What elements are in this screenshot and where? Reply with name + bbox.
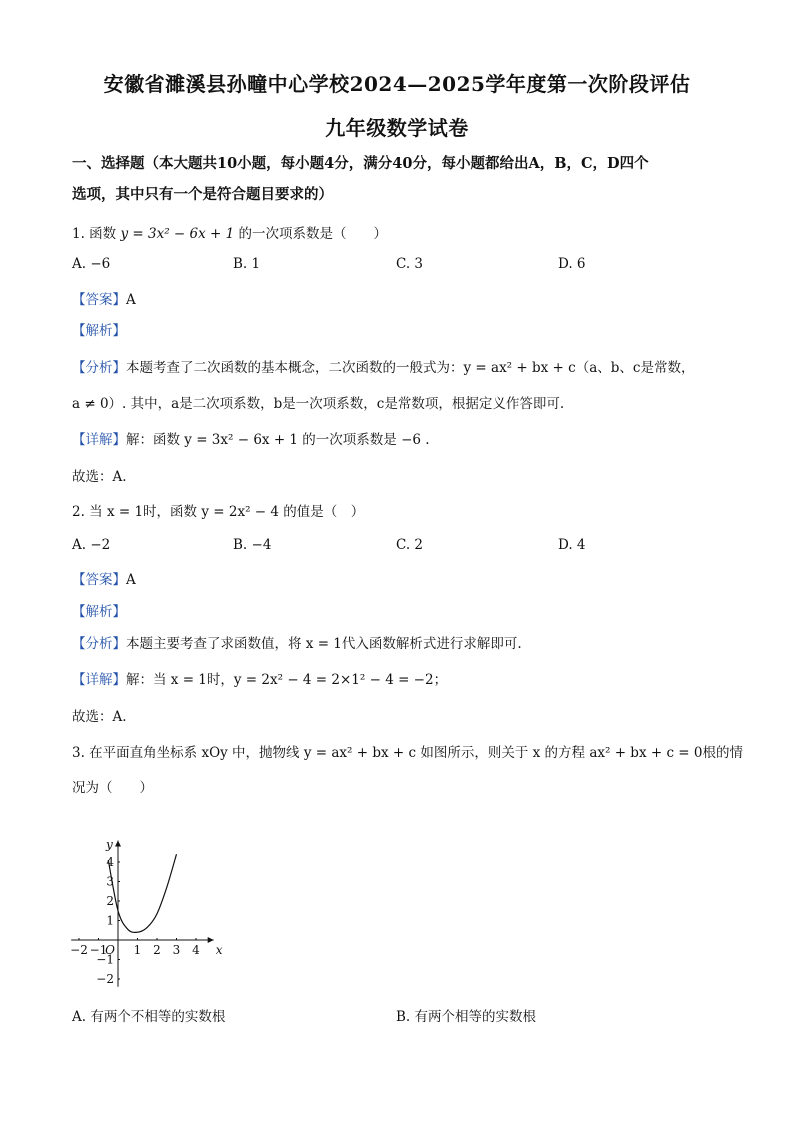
- q1-detail-text: 解：函数 y = 3x² − 6x + 1 的一次项系数是 −6 .: [126, 432, 430, 448]
- q3-option-b: B. 有两个相等的实数根: [396, 1009, 537, 1025]
- y-tick-label: 2: [106, 894, 114, 908]
- q3-stem-line1: 3. 在平面直角坐标系 xOy 中，抛物线 y = ax² + bx + c 如图所示，则关于 x 的方程 ax² + bx + c = 0根的情: [72, 745, 743, 761]
- x-axis-arrow: [208, 937, 214, 943]
- q2-option-c: C. 2: [396, 537, 424, 553]
- q2-detail-text: 解：当 x = 1时，y = 2x² − 4 = 2×1² − 4 = −2；: [126, 672, 448, 688]
- section-heading-line1: 一、选择题（本大题共10小题，每小题4分，满分40分，每小题都给出A，B，C，D四个: [72, 155, 649, 172]
- q2-detail: [72, 668, 447, 688]
- y-tick-label: −2: [96, 972, 114, 986]
- q1-option-b: B. 1: [233, 256, 261, 272]
- q1-fenxi-line2: a ≠ 0）. 其中，a是二次项系数，b是一次项系数，c是常数项，根据定义作答即可.: [72, 396, 565, 412]
- x-tick-label: −1: [89, 943, 108, 957]
- q1-detail: [72, 428, 430, 448]
- q3-option-a: A. 有两个不相等的实数根: [72, 1009, 226, 1025]
- q1-choice: 故选：A.: [72, 469, 127, 485]
- q1-formula: y = 3x² − 6x + 1: [120, 226, 235, 242]
- q2-choice: 故选：A.: [72, 709, 127, 725]
- y-tick-label: −1: [96, 952, 114, 967]
- q2-option-a: A. −2: [72, 537, 111, 553]
- x-tick-label: −2: [70, 943, 88, 957]
- q1-answer-value: A: [126, 292, 136, 308]
- x-tick-label: 2: [153, 943, 161, 957]
- y-axis-arrow: [115, 840, 121, 846]
- q2-fenxi: [72, 632, 522, 652]
- q3-stem-line2: 况为（ ）: [72, 780, 153, 796]
- q2-option-d: D. 4: [558, 537, 586, 553]
- y-tick-label: 1: [106, 913, 114, 928]
- q1-answer: [72, 288, 136, 308]
- q2-analysis-tag: 【解析】: [72, 604, 126, 620]
- y-tick-label: 4: [106, 855, 114, 869]
- q2-fenxi-tag: 【分析】: [72, 636, 126, 652]
- parabola-graph: [68, 826, 238, 998]
- q1-fenxi-line1: [72, 356, 694, 376]
- y-tick-label: 3: [106, 874, 114, 889]
- exam-title: 安徽省濉溪县孙疃中心学校2024—2025学年度第一次阶段评估: [103, 72, 691, 96]
- q1-detail-tag: 【详解】: [72, 432, 126, 448]
- q1-fenxi-text1: 本题考查了二次函数的基本概念，二次函数的一般式为：y = ax² + bx + c（a、b、c是常数，: [126, 360, 695, 376]
- q1-option-c: C. 3: [396, 256, 424, 272]
- q1-stem-end: 的一次项系数是（ ）: [238, 226, 387, 242]
- x-tick-label: 3: [172, 943, 181, 957]
- q1-stem-start: 1. 函数: [72, 226, 117, 242]
- q1-fenxi-tag: 【分析】: [72, 360, 126, 376]
- x-axis-label: x: [215, 943, 223, 957]
- x-tick-label: 1: [133, 943, 142, 957]
- q1-option-d: D. 6: [558, 256, 586, 272]
- q2-fenxi-text: 本题主要考查了求函数值，将 x = 1代入函数解析式进行求解即可.: [126, 636, 522, 652]
- y-axis-label: y: [106, 837, 113, 852]
- x-tick-label: 4: [192, 943, 200, 957]
- q2-option-b: B. −4: [233, 537, 272, 553]
- q1-option-a: A. −6: [72, 256, 111, 272]
- q2-answer: [72, 568, 136, 588]
- origin-label: O: [105, 943, 115, 957]
- q2-stem: 2. 当 x = 1时，函数 y = 2x² − 4 的值是（ ）: [72, 504, 365, 520]
- q2-detail-tag: 【详解】: [72, 672, 126, 688]
- q2-answer-value: A: [126, 572, 136, 588]
- q1-stem: [72, 222, 387, 242]
- q2-answer-tag: 【答案】: [72, 572, 126, 588]
- q1-analysis-tag: 【解析】: [72, 323, 126, 339]
- section-heading-line2: 选项，其中只有一个是符合题目要求的）: [72, 186, 333, 203]
- q1-answer-tag: 【答案】: [72, 292, 126, 308]
- exam-subtitle: 九年级数学试卷: [325, 116, 469, 140]
